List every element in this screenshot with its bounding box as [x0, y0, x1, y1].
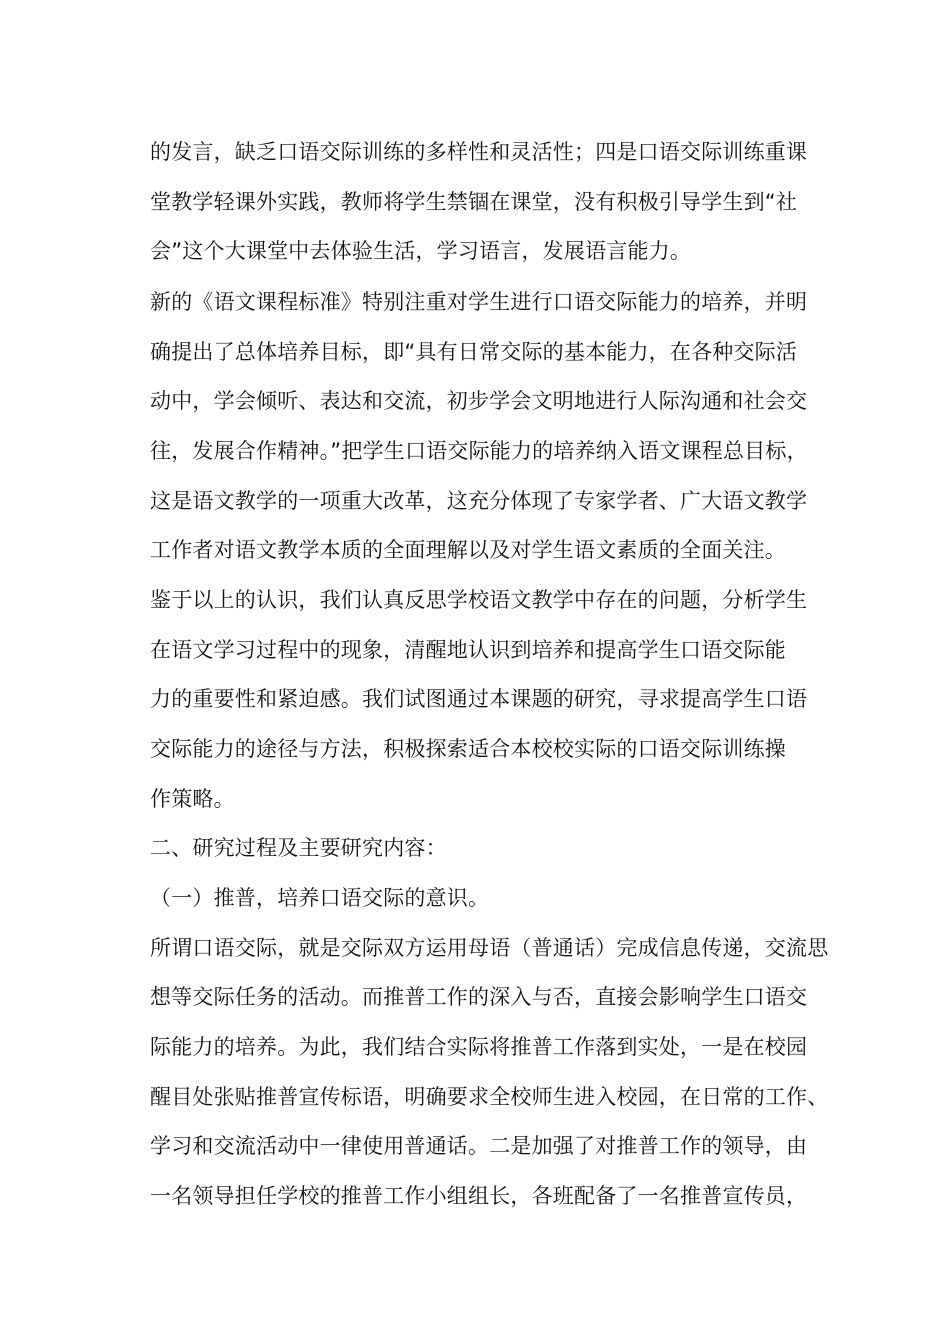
text-line: 往，发展合作精神。”把学生口语交际能力的培养纳入语文课程总目标，	[150, 439, 808, 463]
subsection-heading: （一）推普，培养口语交际的意识。	[150, 886, 490, 910]
paragraph-start-line: 新的《语文课程标准》特别注重对学生进行口语交际能力的培养，并明	[150, 290, 808, 314]
text-line: 确提出了总体培养目标，即“具有日常交际的基本能力，在各种交际活	[150, 340, 798, 364]
text-line: 醒目处张贴推普宣传标语，明确要求全校师生进入校园，在日常的工作、	[150, 1085, 829, 1109]
text-line: 堂教学轻课外实践，教师将学生禁锢在课堂，没有积极引导学生到“社	[150, 190, 798, 214]
paragraph-start-line: 鉴于以上的认识，我们认真反思学校语文教学中存在的问题，分析学生	[150, 588, 808, 612]
text-line: 一名领导担任学校的推普工作小组组长，各班配备了一名推普宣传员，	[150, 1184, 808, 1208]
section-heading: 二、研究过程及主要研究内容：	[150, 836, 447, 860]
text-line: 力的重要性和紧迫感。我们试图通过本课题的研究，寻求提高学生口语	[150, 687, 808, 711]
text-line: 这是语文教学的一项重大改革，这充分体现了专家学者、广大语文教学	[150, 489, 808, 513]
text-line: 交际能力的途径与方法，积极探索适合本校校实际的口语交际训练操	[150, 737, 786, 761]
paragraph-start-line: 所谓口语交际，就是交际双方运用母语（普通话）完成信息传递，交流思	[150, 936, 829, 960]
text-line: 作策略。	[150, 787, 235, 811]
text-line: 会”这个大课堂中去体验生活，学习语言，发展语言能力。	[150, 239, 692, 263]
text-line: 的发言，缺乏口语交际训练的多样性和灵活性；四是口语交际训练重课	[150, 140, 808, 164]
text-line: 工作者对语文教学本质的全面理解以及对学生语文素质的全面关注。	[150, 538, 786, 562]
text-line: 际能力的培养。为此，我们结合实际将推普工作落到实处，一是在校园	[150, 1035, 808, 1059]
text-line: 在语文学习过程中的现象，清醒地认识到培养和提高学生口语交际能	[150, 638, 786, 662]
text-line: 学习和交流活动中一律使用普通话。二是加强了对推普工作的领导，由	[150, 1134, 808, 1158]
text-line: 想等交际任务的活动。而推普工作的深入与否，直接会影响学生口语交	[150, 985, 808, 1009]
text-line: 动中，学会倾听、表达和交流，初步学会文明地进行人际沟通和社会交	[150, 389, 808, 413]
